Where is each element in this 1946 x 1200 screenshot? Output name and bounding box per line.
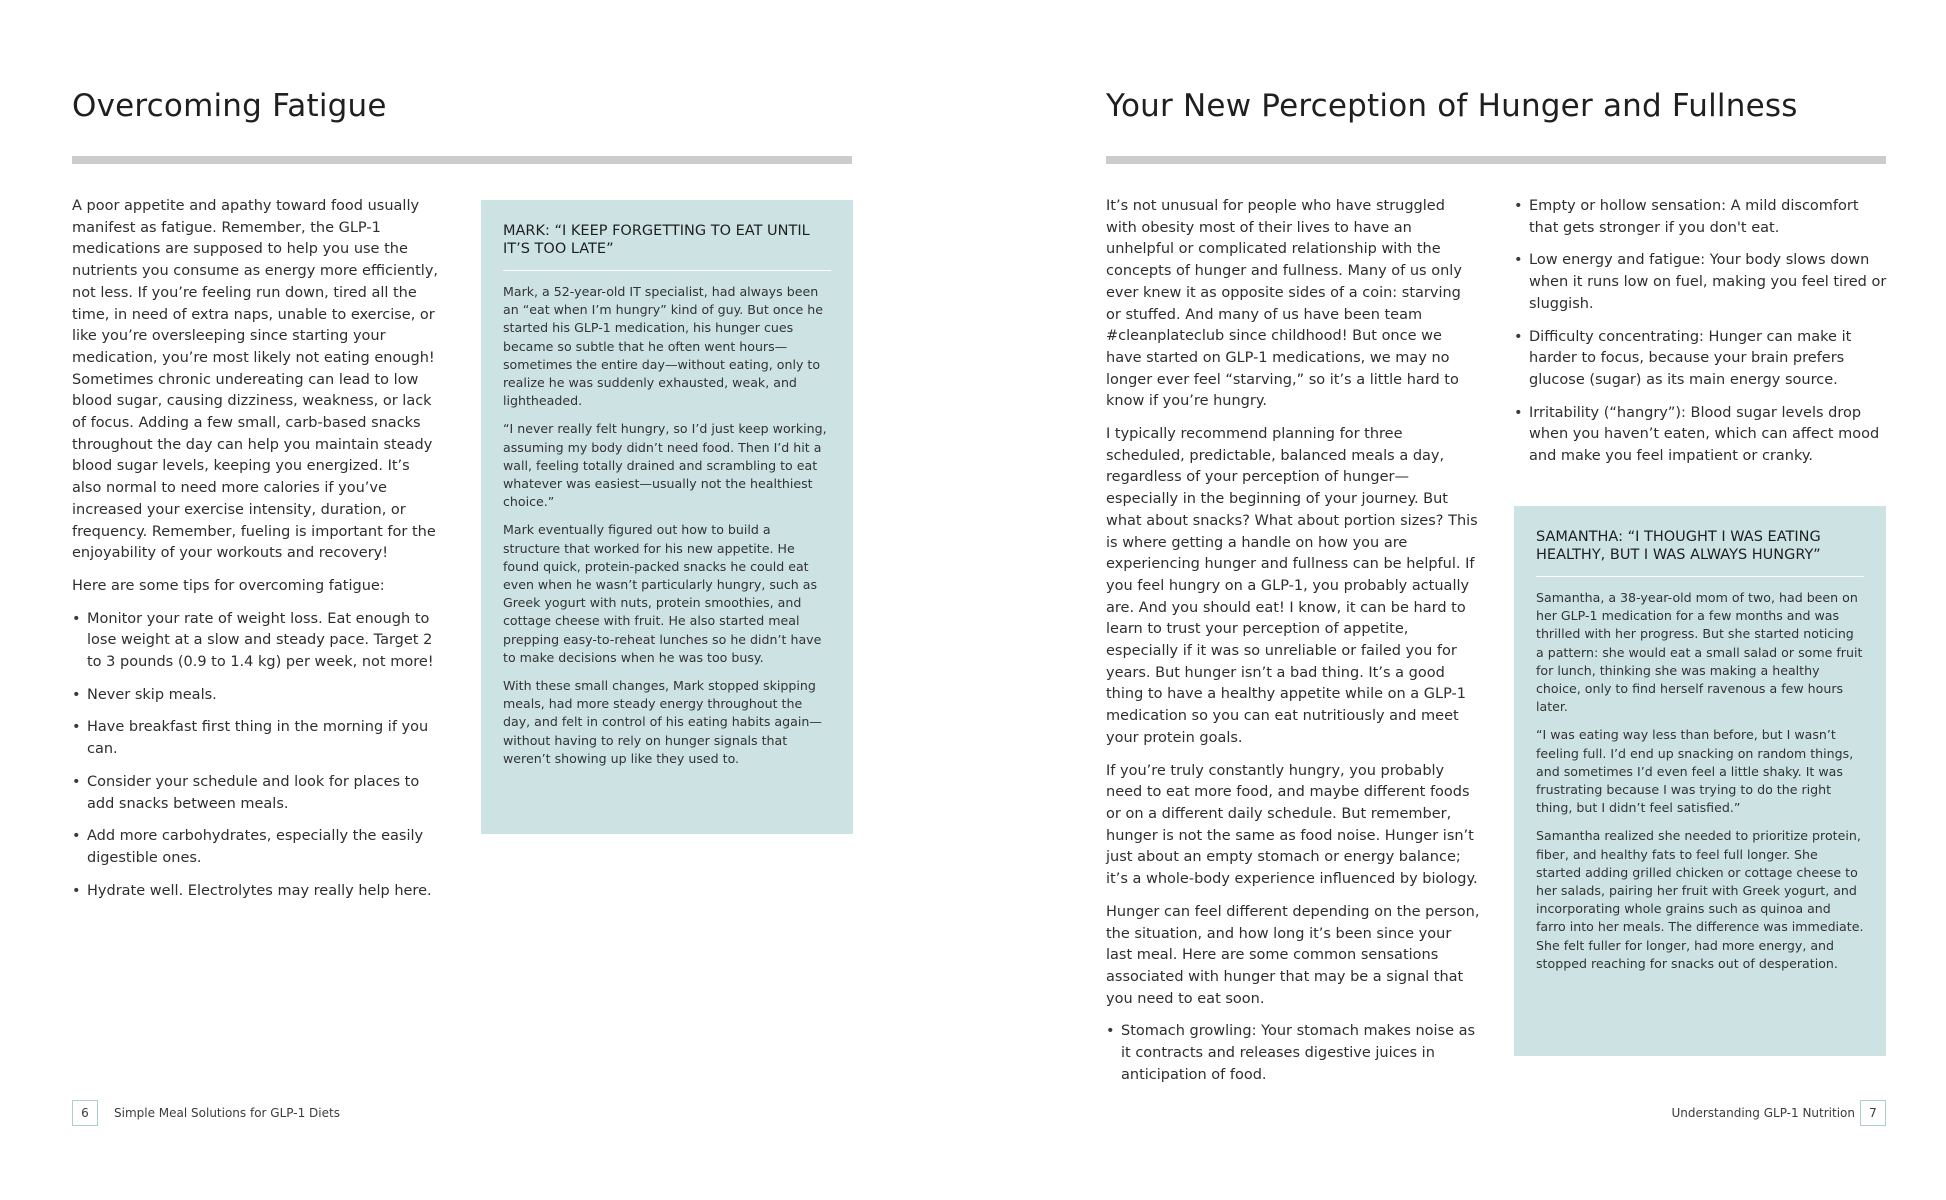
page-title-overcoming-fatigue: Overcoming Fatigue	[72, 88, 387, 124]
list-item: • Have breakfast first thing in the morning if you can.	[72, 717, 442, 760]
body-column-left	[72, 196, 442, 913]
sidebar-paragraph: Samantha, a 38-year-old mom of two, had been on her GLP-1 medication for a few months and was thrilled with her progress. But she started noticing a pattern: she would eat a small salad or some fruit for lunch, thinking she was making a healthy choice, only to find herself ravenous a few hours later.	[1536, 590, 1863, 715]
list-item: • Consider your schedule and look for places to add snacks between meals.	[72, 772, 442, 815]
sidebar-paragraph: Mark eventually figured out how to build a structure that worked for his new appetite. He found quick, protein-packed snacks he could eat even when he wasn’t particularly hungry, such as Greek yogurt with nuts, protein smoothies, and cottage cheese with fruit. He also started meal prepping easy-to-reheat lunches so he didn’t have to make decisions when he was too busy.	[503, 522, 822, 665]
sidebar-quote: “I never really felt hungry, so I’d just keep working, assuming my body didn’t need food. Then I’d hit a wall, feeling totally drained and scrambling to eat whatever was easiest—usually not the healthiest choice.”	[503, 421, 827, 510]
sidebar-paragraph: Samantha realized she needed to prioritize protein, fiber, and healthy fats to feel full longer. She started adding grilled chicken or cottage cheese to her salads, pairing her fruit with Greek yogurt, and incorporating whole grains such as quinoa and farro into her meals. The difference was immediate. She felt fuller for longer, had more energy, and stopped reaching for snacks out of desperation.	[1536, 828, 1864, 971]
body-paragraph: If you’re truly constantly hungry, you probably need to eat more food, and maybe different foods or on a different daily schedule. But remember, hunger is not the same as food noise. Hunger isn’t just about an empty stomach or energy balance; it’s a whole-body experience influenced by biology.	[1106, 762, 1478, 888]
fatigue-tips-list	[72, 609, 442, 903]
hunger-signals-list-continued	[1514, 196, 1888, 468]
list-item: • Irritability (“hangry”): Blood sugar levels drop when you haven’t eaten, which can affect mood and make you feel impatient or cranky.	[1514, 403, 1888, 468]
sidebar-case-study-samantha	[1514, 506, 1886, 1056]
sidebar-quote: “I was eating way less than before, but I wasn’t feeling full. I’d end up snacking on random things, and sometimes I’d even feel a little shaky. It was frustrating because I was trying to do the right thing, but I didn’t feel satisfied.”	[1536, 727, 1854, 816]
body-paragraph: It’s not unusual for people who have struggled with obesity most of their lives to have an unhelpful or complicated relationship with the concepts of hunger and fullness. Many of us only ever knew it as opposite sides of a coin: starving or stuffed. And many of us have been team #cleanplateclub since childhood! But once we have started on GLP-1 medications, we may no longer ever feel “starving,” so it’s a little hard to know if you’re hungry.	[1106, 198, 1462, 410]
hunger-signals-list	[1106, 1021, 1480, 1086]
body-paragraph: A poor appetite and apathy toward food usually manifest as fatigue. Remember, the GLP-1 medications are supposed to help you use the nutrients you consume as energy more efficiently, not less. If you’re feeling run down, tired all the time, in need of extra naps, unable to exercise, or like you’re oversleeping since starting your medication, you’re most likely not eating enough! Sometimes chronic undereating can lead to low blood sugar, causing dizziness, weakness, or lack of focus. Adding a few small, carb-based snacks throughout the day can help you maintain steady blood sugar levels, keeping you energized. It’s also normal to need more calories if you’ve increased your exercise intensity, duration, or frequency. Remember, fueling is important for the enjoyability of your workouts and recovery!	[72, 198, 439, 562]
page-number: 6	[72, 1100, 98, 1126]
title-divider	[72, 156, 852, 164]
list-item: • Monitor your rate of weight loss. Eat enough to lose weight at a slow and steady pace. Target 2 to 3 pounds (0.9 to 1.4 kg) per week, not more!	[72, 609, 442, 674]
list-item: • Empty or hollow sensation: A mild discomfort that gets stronger if you don't eat.	[1514, 196, 1888, 239]
body-paragraph: I typically recommend planning for three scheduled, predictable, balanced meals a day, regardless of your perception of hunger—especially in the beginning of your journey. But what about snacks? What about portion sizes? This is where getting a handle on how you are experiencing hunger and fullness can be helpful. If you feel hungry on a GLP-1, you probably actually are. And you should eat! I know, it can be hard to learn to trust your perception of appetite, especially if it was so unreliable or failed you for years. But hunger isn’t a bad thing. It’s a good thing to have a healthy appetite while on a GLP-1 medication so you can eat nutritiously and meet your protein goals.	[1106, 426, 1478, 746]
body-paragraph: Here are some tips for overcoming fatigue:	[72, 577, 385, 594]
running-head: Understanding GLP-1 Nutrition	[1671, 1106, 1855, 1120]
sidebar-paragraph: With these small changes, Mark stopped skipping meals, had more steady energy throughout the day, and felt in control of his eating habits again—without having to rely on hunger signals that weren’t showing up like they used to.	[503, 678, 822, 766]
sidebar-paragraph: Mark, a 52-year-old IT specialist, had always been an “eat when I’m hungry” kind of guy. But once he started his GLP-1 medication, his hunger cues became so subtle that he often went hours—sometimes the entire day—without eating, only to realize he was suddenly exhausted, weak, and lightheaded.	[503, 284, 823, 409]
page-number: 7	[1860, 1100, 1886, 1126]
list-item: • Add more carbohydrates, especially the easily digestible ones.	[72, 826, 442, 869]
list-item: • Low energy and fatigue: Your body slows down when it runs low on fuel, making you feel tired or sluggish.	[1514, 250, 1888, 315]
list-item: • Difficulty concentrating: Hunger can make it harder to focus, because your brain prefers glucose (sugar) as its main energy source.	[1514, 327, 1888, 392]
sidebar-title: MARK: “I KEEP FORGETTING TO EAT UNTIL IT’S TOO LATE”	[503, 222, 831, 271]
sidebar-title: SAMANTHA: “I THOUGHT I WAS EATING HEALTHY, BUT I WAS ALWAYS HUNGRY”	[1536, 528, 1864, 577]
sidebar-case-study-mark	[481, 200, 853, 834]
body-paragraph: Hunger can feel different depending on the person, the situation, and how long it’s been since your last meal. Here are some common sensations associated with hunger that may be a signal that you need to eat soon.	[1106, 903, 1480, 1007]
body-column-right	[1514, 196, 1888, 479]
body-column-center	[1106, 196, 1480, 1097]
list-item: • Hydrate well. Electrolytes may really help here.	[72, 881, 442, 903]
list-item: • Stomach growling: Your stomach makes noise as it contracts and releases digestive juices in anticipation of food.	[1106, 1021, 1480, 1086]
page-title-hunger-fullness: Your New Perception of Hunger and Fullness	[1106, 88, 1798, 124]
title-divider	[1106, 156, 1886, 164]
list-item: • Never skip meals.	[72, 685, 442, 707]
running-head: Simple Meal Solutions for GLP-1 Diets	[114, 1106, 340, 1120]
